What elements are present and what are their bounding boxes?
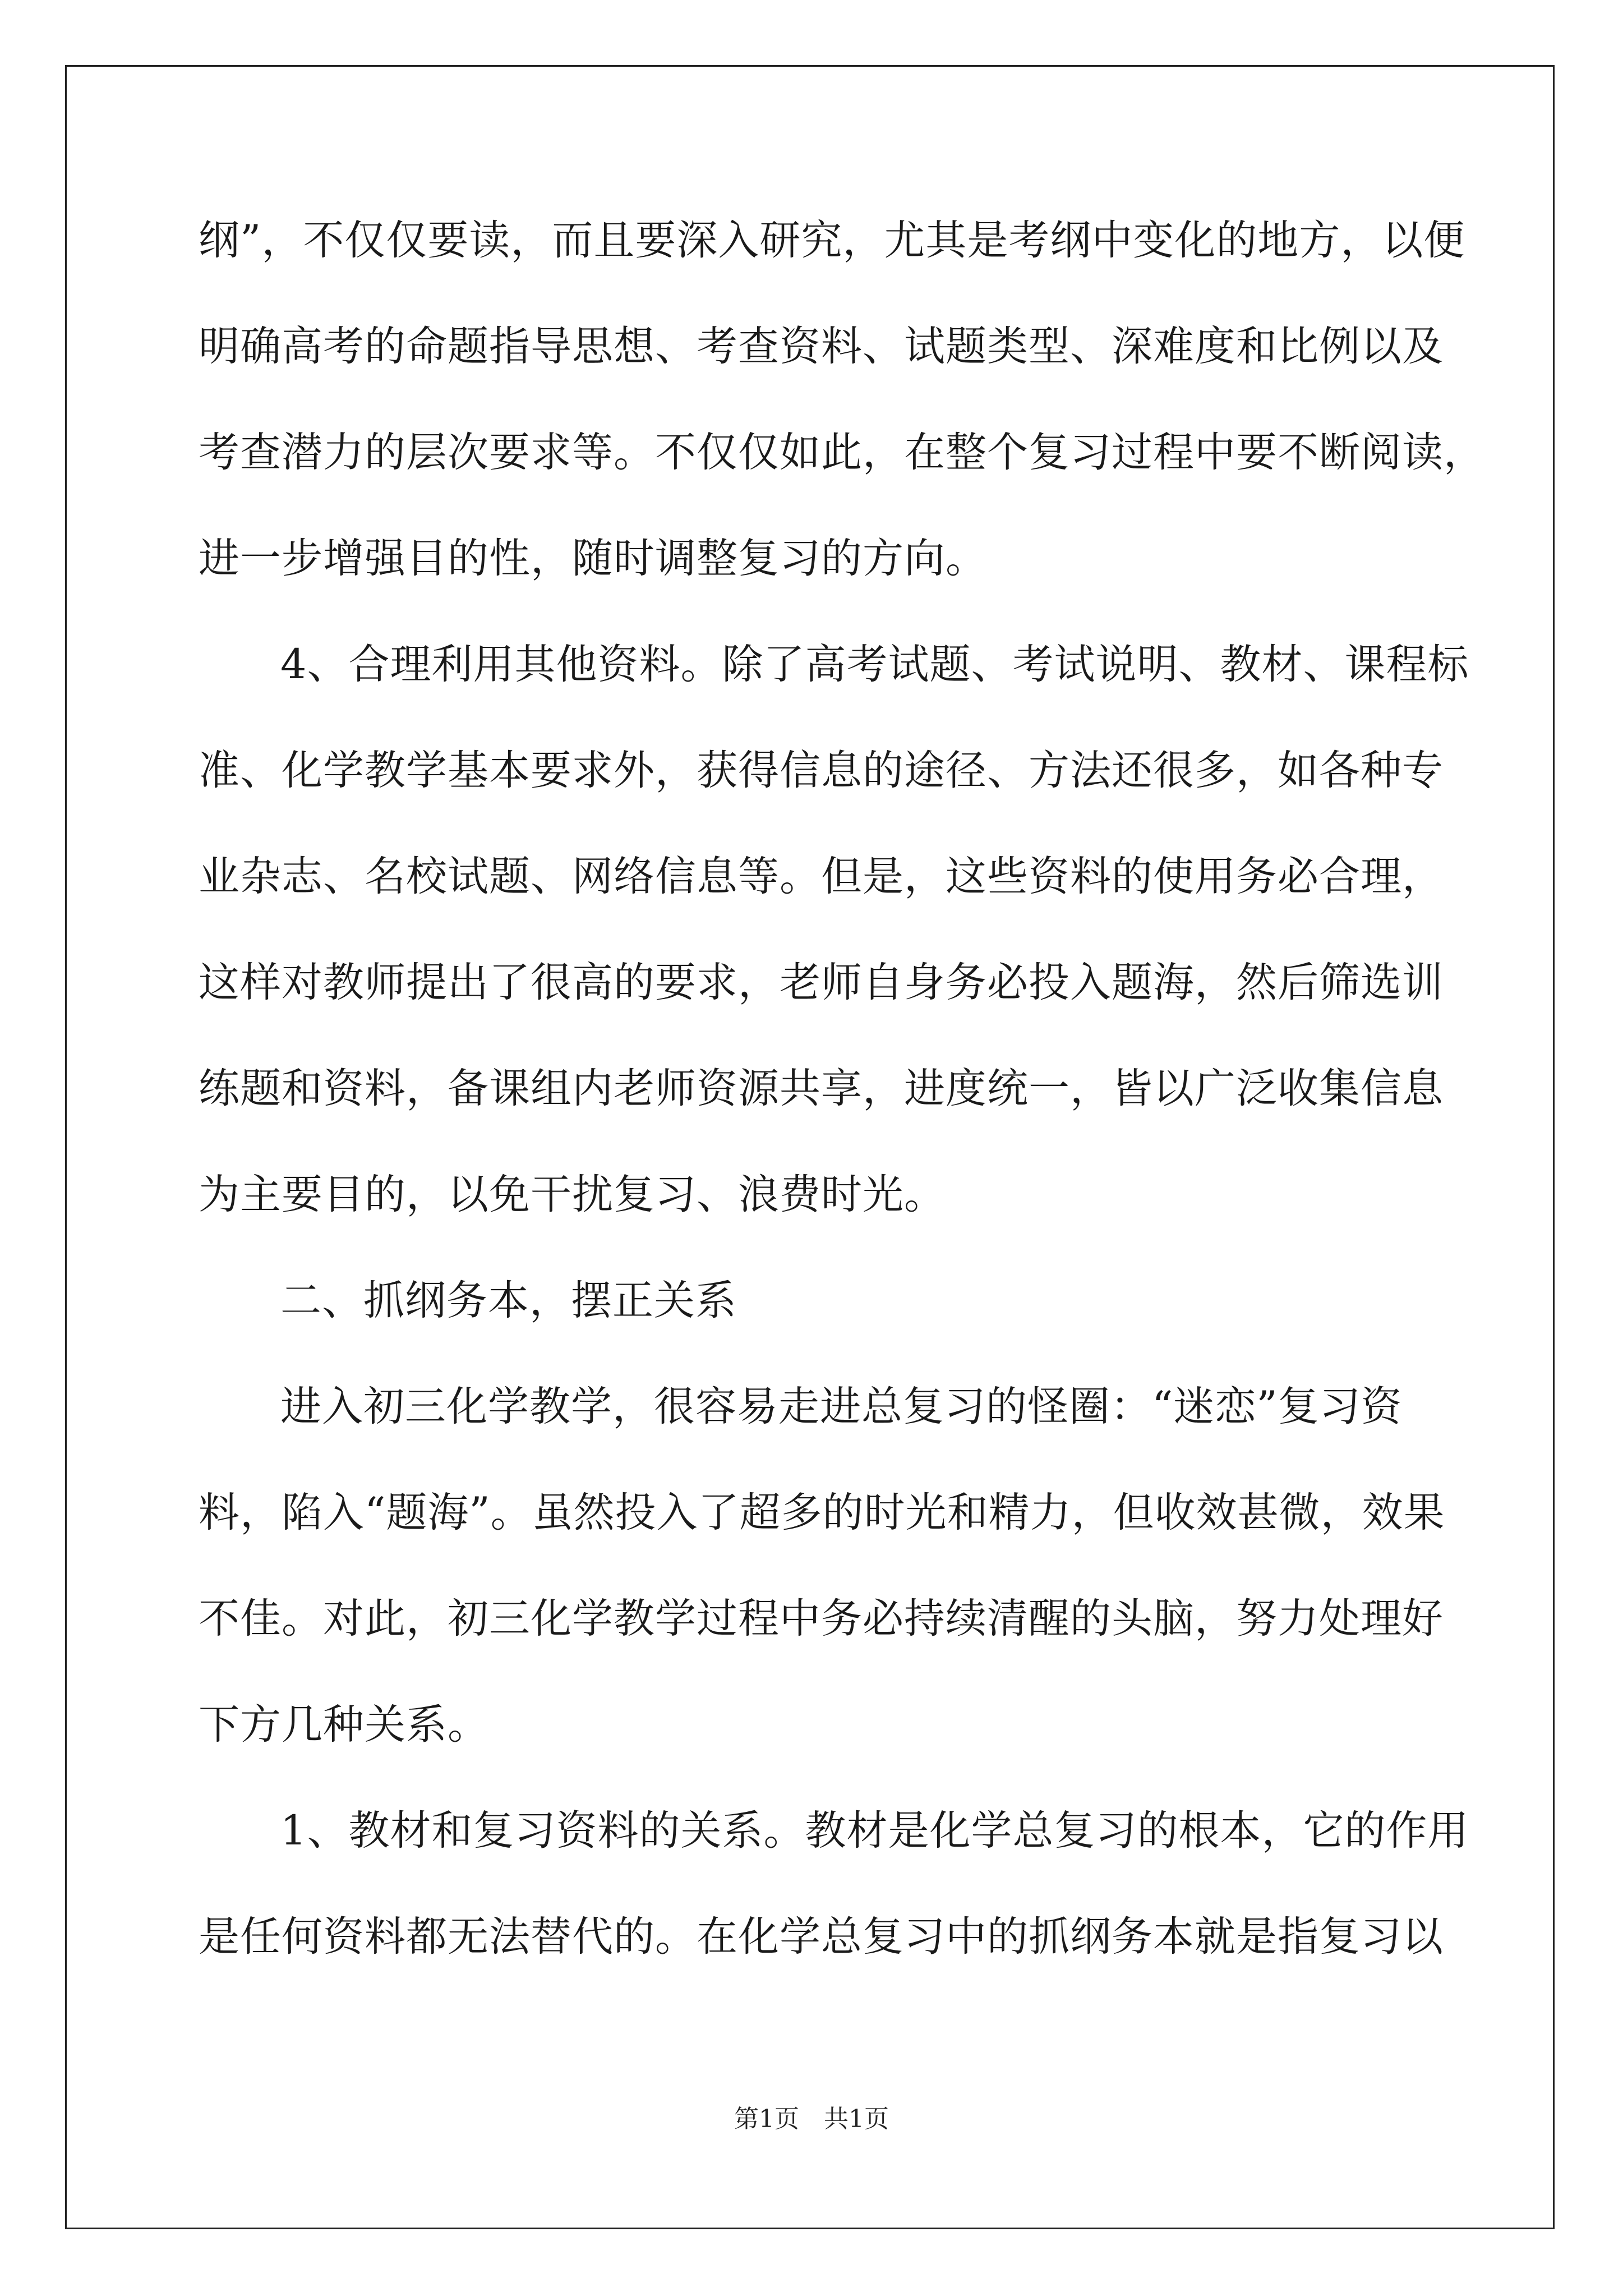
text-line: 是任何资料都无法替代的。在化学总复习中的抓纲务本就是指复习以 [199, 1913, 1444, 1961]
text-line: 1、教材和复习资料的关系。教材是化学总复习的根本，它的作用 [280, 1807, 1469, 1855]
text-line: 料，陷入“题海”。虽然投入了超多的时光和精力，但收效甚微，效果 [199, 1489, 1445, 1536]
page-footer: 第1页 共1页 [734, 2105, 889, 2133]
text-line: 明确高考的命题指导思想、考查资料、试题类型、深难度和比例以及 [199, 323, 1444, 370]
text-line: 业杂志、名校试题、网络信息等。但是，这些资料的使用务必合理， [199, 853, 1444, 900]
text-line: 考查潜力的层次要求等。不仅仅如此，在整个复习过程中要不断阅读， [199, 429, 1485, 476]
text-line: 练题和资料，备课组内老师资源共享，进度统一，皆以广泛收集信息 [199, 1065, 1444, 1112]
text-line: 纲”，不仅仅要读，而且要深入研究，尤其是考纲中变化的地方，以便 [199, 217, 1465, 264]
text-line: 进入初三化学教学，很容易走进总复习的怪圈：“迷恋”复习资 [280, 1383, 1403, 1430]
text-line: 4、合理利用其他资料。除了高考试题、考试说明、教材、课程标 [280, 641, 1469, 688]
text-line: 为主要目的，以免干扰复习、浪费时光。 [199, 1171, 946, 1218]
text-line: 这样对教师提出了很高的要求，老师自身务必投入题海，然后筛选训 [199, 959, 1444, 1006]
text-line: 不佳。对此，初三化学教学过程中务必持续清醒的头脑，努力处理好 [199, 1595, 1444, 1642]
text-line: 二、抓纲务本，摆正关系 [280, 1277, 737, 1324]
text-line: 下方几种关系。 [199, 1701, 489, 1749]
document-body [199, 210, 1485, 2012]
text-line: 进一步增强目的性，随时调整复习的方向。 [199, 535, 987, 582]
text-line: 准、化学教学基本要求外，获得信息的途径、方法还很多，如各种专 [199, 747, 1444, 794]
